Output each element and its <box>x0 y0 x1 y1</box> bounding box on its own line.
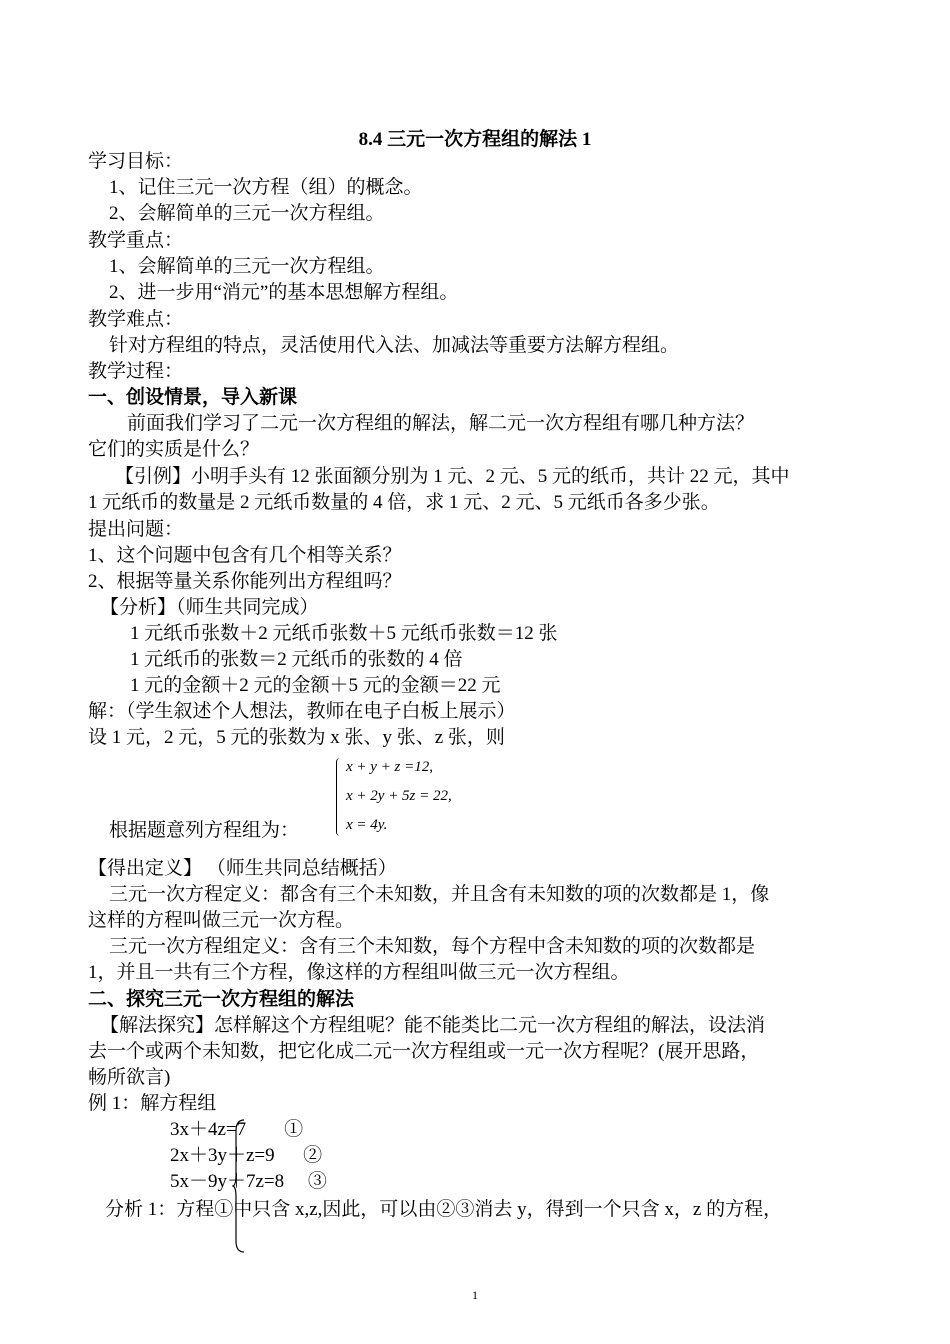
text-line: 去一个或两个未知数，把它化成二元一次方程组或一元一次方程呢？(展开思路， <box>88 1041 760 1062</box>
text-line: 1 元纸币张数＋2 元纸币张数＋5 元纸币张数＝12 张 <box>130 623 558 644</box>
text-line: 1，并且一共有三个方程，像这样的方程组叫做三元一次方程组。 <box>88 962 630 983</box>
text-line: 设 1 元，2 元，5 元的张数为 x 张、y 张、z 张，则 <box>88 727 505 748</box>
text-line: 【分析】（师生共同完成） <box>100 597 319 618</box>
text-line: 这样的方程叫做三元一次方程。 <box>88 910 355 931</box>
equation: x + 2y + 5z = 22, <box>346 788 452 804</box>
text-line: 前面我们学习了二元一次方程组的解法，解二元一次方程组有哪几种方法？ <box>127 413 755 434</box>
section-heading: 二、探究三元一次方程组的解法 <box>88 989 355 1010</box>
text-line: 【得出定义】 （师生共同总结概括） <box>88 858 397 879</box>
text-line: 1、会解简单的三元一次方程组。 <box>109 256 385 277</box>
text-line: 教学过程： <box>88 361 184 382</box>
text-line: 1、记住三元一次方程（组）的概念。 <box>109 177 423 198</box>
text-line: 提出问题： <box>88 519 184 540</box>
text-line: 【引例】小明手头有 12 张面额分别为 1 元、2 元、5 元的纸币，共计 22 元，其中 <box>115 466 790 487</box>
equation-system <box>336 756 496 838</box>
text-line: 三元一次方程组定义：含有三个未知数，每个方程中含未知数的项的次数都是 <box>109 936 756 957</box>
text-line: 根据题意列方程组为： <box>109 820 300 841</box>
text-line: 分析 1：方程①中只含 x,z,因此，可以由②③消去 y，得到一个只含 x，z 的方程， <box>105 1199 783 1220</box>
text-line: 【解法探究】怎样解这个方程组呢？能不能类比二元一次方程组的解法，设法消 <box>100 1015 766 1036</box>
left-brace <box>336 758 343 836</box>
text-line: 解：（学生叙述个人想法，教师在电子白板上展示） <box>88 701 516 722</box>
text-line: 1 元纸币的数量是 2 元纸币数量的 4 倍，求 1 元、2 元、5 元纸币各多少张。 <box>88 492 720 513</box>
text-line: 1 元的金额＋2 元的金额＋5 元的金额＝22 元 <box>130 675 501 696</box>
text-line: 三元一次方程定义：都含有三个未知数，并且含有未知数的项的次数都是 1，像 <box>109 884 770 905</box>
text-line: 教学难点： <box>88 309 184 330</box>
text-line: 教学重点： <box>88 230 184 251</box>
equation-line: 3x＋4z=7 ① <box>170 1119 304 1140</box>
page-number: 1 <box>472 1288 478 1302</box>
text-line: 2、会解简单的三元一次方程组。 <box>109 203 385 224</box>
equation-line: 5x－9y＋7z=8 ③ <box>170 1171 327 1192</box>
equation: x = 4y. <box>346 817 388 833</box>
document-title: 8.4 三元一次方程组的解法 1 <box>358 129 592 150</box>
text-line: 针对方程组的特点，灵活使用代入法、加减法等重要方法解方程组。 <box>109 335 680 356</box>
text-line: 畅所欲言) <box>88 1067 171 1088</box>
text-line: 2、根据等量关系你能列出方程组吗？ <box>88 571 402 592</box>
text-line: 例 1：解方程组 <box>88 1093 217 1114</box>
text-line: 2、进一步用“消元”的基本思想解方程组。 <box>109 282 459 303</box>
section-heading: 一、创设情景，导入新课 <box>88 387 298 408</box>
equation: x + y + z =12, <box>346 759 434 775</box>
left-brace <box>232 1119 246 1253</box>
equation-line: 2x＋3y＋z=9 ② <box>170 1145 323 1166</box>
text-line: 1 元纸币的张数＝2 元纸币的张数的 4 倍 <box>130 649 463 670</box>
text-line: 它们的实质是什么？ <box>88 439 260 460</box>
text-line: 1、这个问题中包含有几个相等关系？ <box>88 545 402 566</box>
text-line: 学习目标： <box>88 151 184 172</box>
